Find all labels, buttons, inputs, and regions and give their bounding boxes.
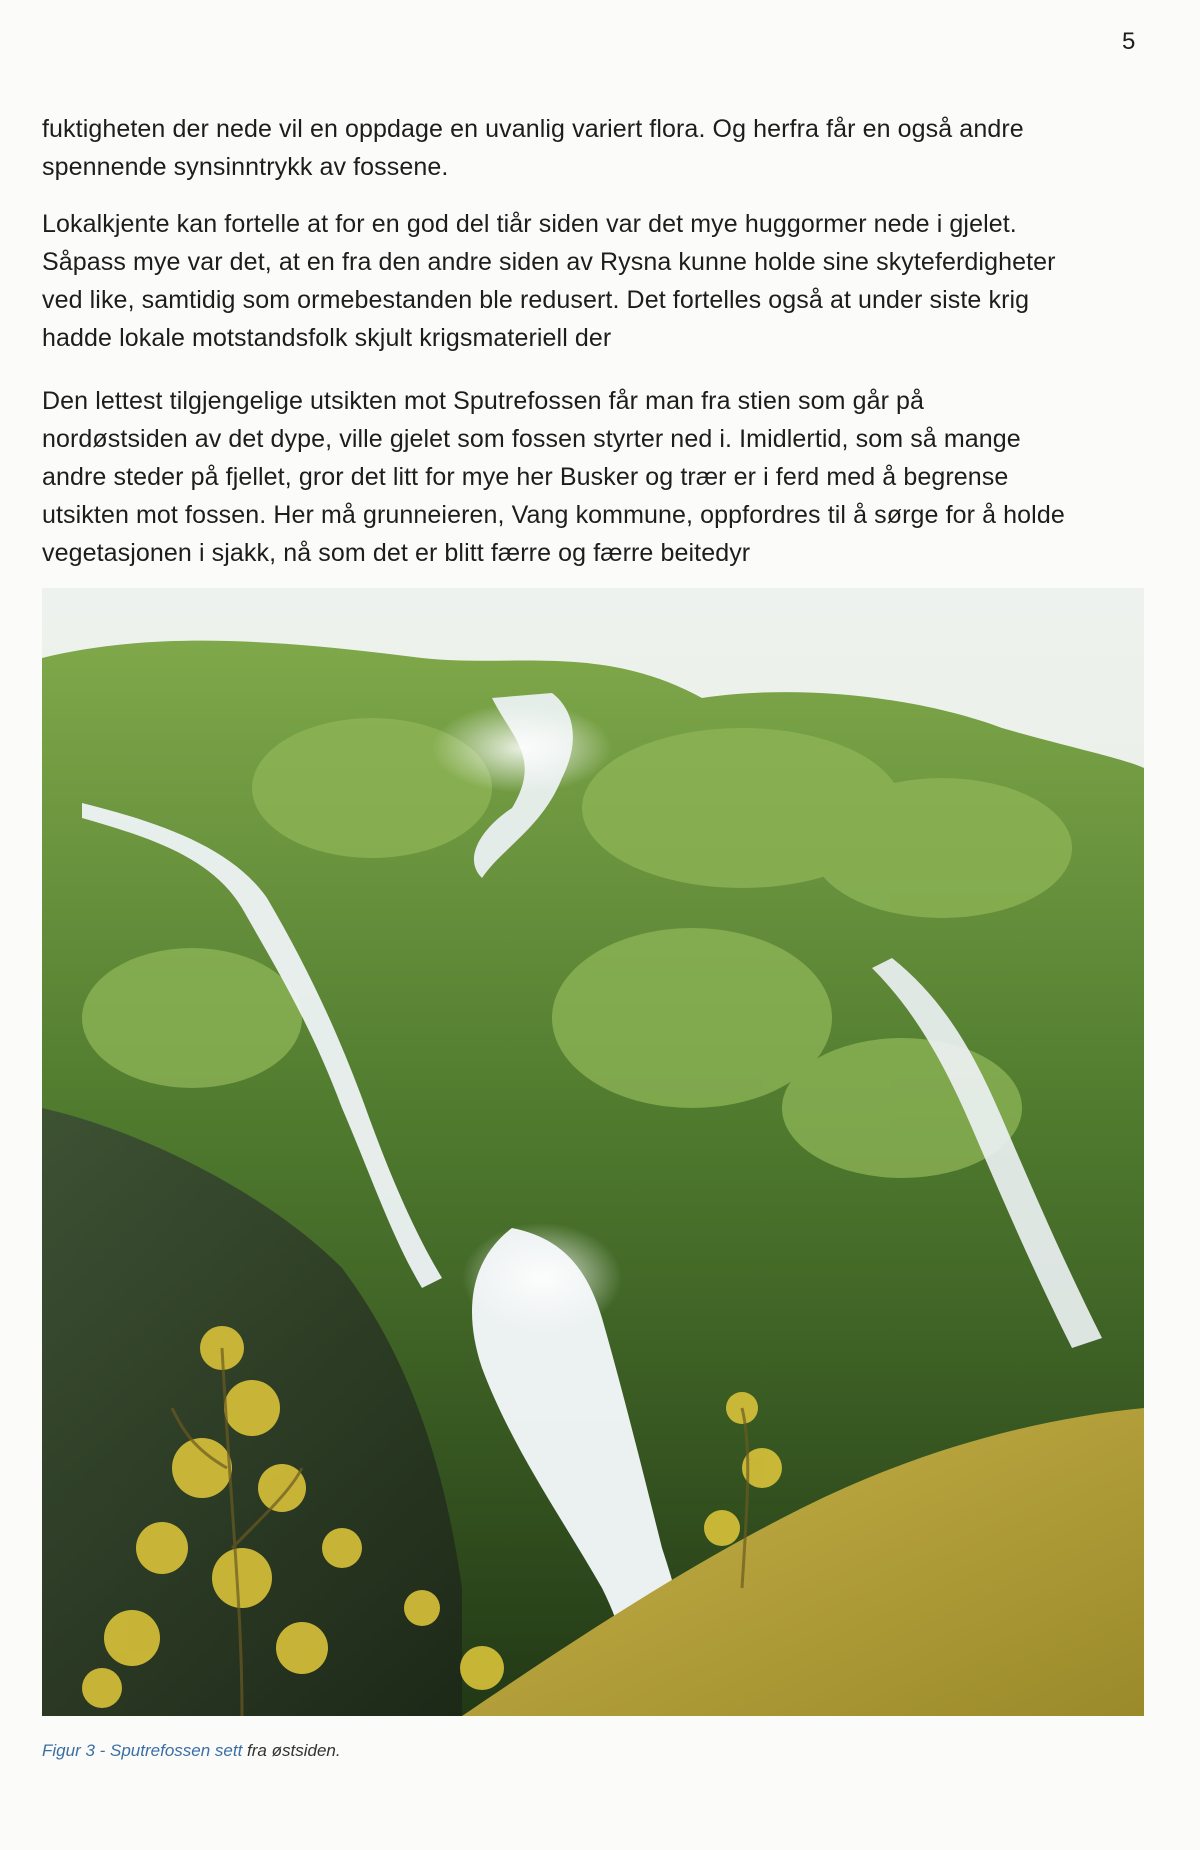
- figure-caption: [42, 1741, 341, 1761]
- paragraph-utsikt: [42, 382, 1142, 572]
- central-mist: [462, 1223, 622, 1333]
- paragraph-line: spennende synsinntrykk av fossene.: [42, 153, 449, 181]
- paragraph-line: fuktigheten der nede vil en oppdage en uvanlig variert flora. Og herfra får en også andre: [42, 115, 1024, 143]
- paragraph-flora: [42, 110, 1142, 186]
- page-number: 5: [1122, 28, 1136, 55]
- caption-label: Figur 3 - Sputrefossen sett: [42, 1741, 248, 1760]
- upper-mist: [432, 703, 612, 793]
- paragraph-line: utsikten mot fossen. Her må grunneieren, Vang kommune, oppfordres til å sørge for å holde: [42, 501, 1065, 529]
- paragraph-line: Den lettest tilgjengelige utsikten mot Sputrefossen får man fra stien som går på: [42, 387, 925, 415]
- paragraph-line: nordøstsiden av det dype, ville gjelet som fossen styrter ned i. Imidlertid, som så mange: [42, 425, 1021, 453]
- paragraph-line: ved like, samtidig som ormebestanden ble redusert. Det fortelles også at under siste krig: [42, 286, 1030, 314]
- paragraph-line: Lokalkjente kan fortelle at for en god del tiår siden var det mye huggormer nede i gjelet.: [42, 210, 1017, 238]
- paragraph-line: andre steder på fjellet, gror det litt for mye her Busker og trær er i ferd med å begrense: [42, 463, 1009, 491]
- caption-location: fra østsiden.: [247, 1741, 341, 1760]
- waterfall-photo: [42, 588, 1144, 1716]
- paragraph-line: vegetasjonen i sjakk, nå som det er blitt færre og færre beitedyr: [42, 539, 751, 567]
- paragraph-line: hadde lokale motstandsfolk skjult krigsmateriell der: [42, 324, 612, 352]
- waterfall-illustration: [42, 588, 1144, 1716]
- paragraph-huggorm: [42, 205, 1142, 357]
- paragraph-line: Såpass mye var det, at en fra den andre siden av Rysna kunne holde sine skyteferdigheter: [42, 248, 1056, 276]
